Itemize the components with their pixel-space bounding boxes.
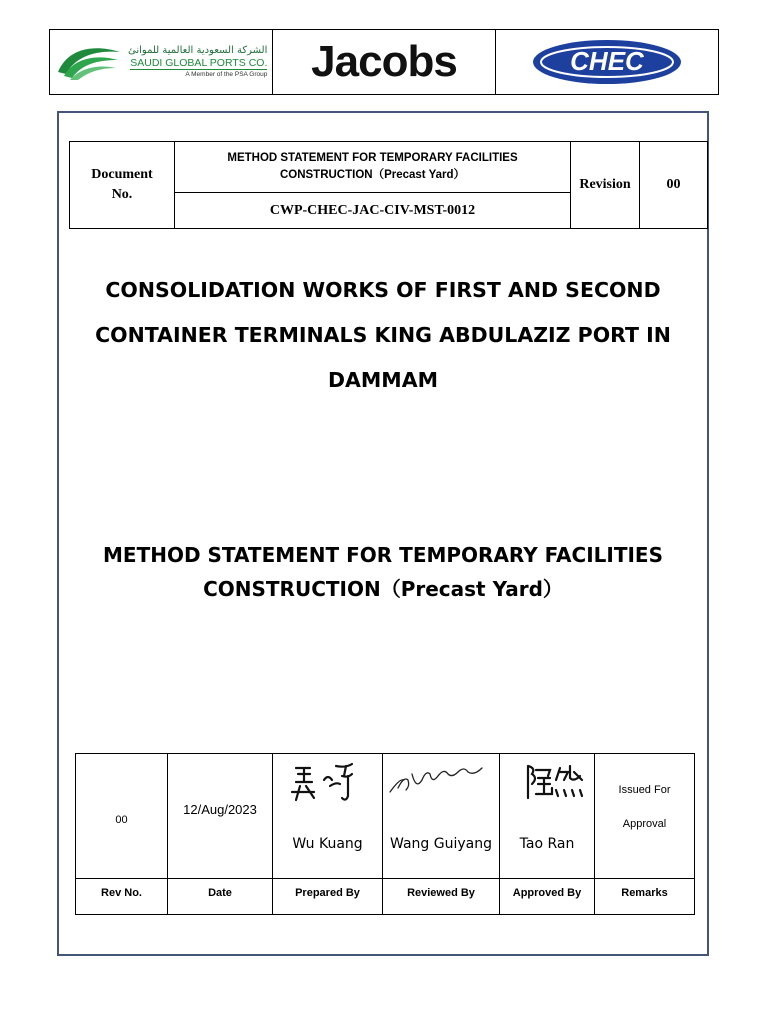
sgp-member-text: A Member of the PSA Group [185,70,268,78]
reviewed-name: Wang Guiyang [390,836,492,852]
header-prepared-by: Prepared By [295,887,360,899]
revision-label: Revision [579,177,631,192]
sgp-logo-cell [50,30,273,94]
document-title-line2: CONSTRUCTION（Precast Yard） [203,577,563,601]
doc-code-cell [175,193,571,228]
prepared-signature-icon [290,762,364,806]
doc-no-label: Document No. [91,167,153,202]
sgp-arabic-name: الشركة السعودية العالمية للموانئ [128,44,268,56]
project-title-line1: CONSOLIDATION WORKS OF FIRST AND SECOND [105,278,661,302]
jacobs-logo: Jacobs [311,37,457,86]
sgp-wave-logo-icon [54,42,124,82]
rev-value: 00 [115,814,128,826]
header-approved-by: Approved By [512,887,582,899]
project-title-line2: CONTAINER TERMINALS KING ABDULAZIZ PORT IN [95,323,671,347]
doc-no-label-cell [70,142,175,228]
reviewed-signature-icon [386,766,496,800]
prepared-name: Wu Kuang [292,836,363,852]
doc-title-cell [175,142,571,193]
header-reviewed-by: Reviewed By [407,887,475,899]
document-info-table [69,141,708,229]
revision-label-cell [571,142,640,228]
chec-logo-text: CHEC [570,46,644,76]
approved-signature-icon [524,762,588,802]
doc-code: CWP-CHEC-JAC-CIV-MST-0012 [269,202,476,218]
doc-title-line1: METHOD STATEMENT FOR TEMPORARY FACILITIES [227,152,518,164]
chec-logo-cell [496,30,718,94]
revision-value: 00 [666,177,681,192]
jacobs-logo-cell [273,30,496,94]
date-value: 12/Aug/2023 [183,802,257,817]
document-title-line1: METHOD STATEMENT FOR TEMPORARY FACILITIES [103,543,663,567]
project-title [57,268,709,403]
header-rev-no: Rev No. [101,887,142,899]
doc-title-line2: CONSTRUCTION（Precast Yard） [279,169,466,181]
document-title [57,538,709,606]
header-remarks: Remarks [621,887,668,899]
divider [76,878,694,879]
approved-name: Tao Ran [519,836,575,852]
chec-logo-icon [531,37,683,87]
header-date: Date [208,887,232,899]
sgp-english-name: SAUDI GLOBAL PORTS CO. [130,56,268,69]
revision-value-cell [640,142,707,228]
logo-header-table [49,29,719,95]
signoff-table [75,753,695,915]
remarks-line1: Issued For [618,784,671,796]
project-title-line3: DAMMAM [328,368,438,392]
remarks-line2: Approval [622,818,667,830]
